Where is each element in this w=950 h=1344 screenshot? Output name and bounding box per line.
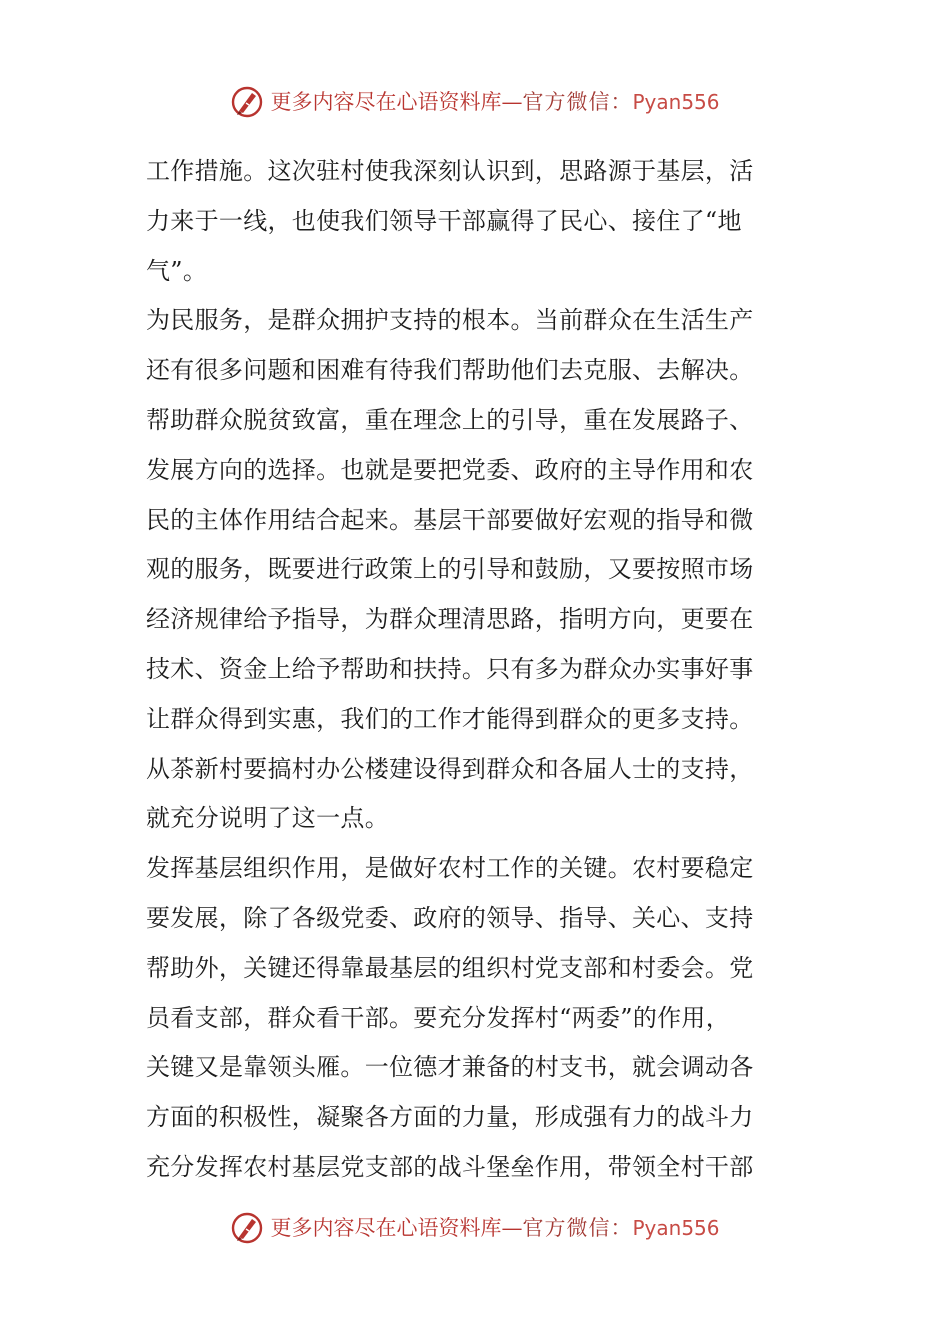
body-line: 关键又是靠领头雁。一位德才兼备的村支书，就会调动各 [146,1053,754,1082]
body-line: 为民服务，是群众拥护支持的根本。当前群众在生活生产 [146,306,754,335]
body-line: 员看支部，群众看干部。要充分发挥村“两委”的作用， [146,1003,731,1032]
body-line: 充分发挥农村基层党支部的战斗堡垒作用，带领全村干部 [146,1152,754,1181]
body-line: 发挥基层组织作用，是做好农村工作的关键。农村要稳定 [146,854,754,883]
body-line: 发展方向的选择。也就是要把党委、政府的主导作用和农 [146,455,754,484]
body-line: 观的服务，既要进行政策上的引导和鼓励，又要按照市场 [146,555,754,584]
body-line: 还有很多问题和困难有待我们帮助他们去克服、去解决。 [146,356,754,385]
pen-logo-icon [230,85,264,119]
document-body [146,147,806,1193]
body-line: 技术、资金上给予帮助和扶持。只有多为群众办实事好事 [146,654,754,683]
body-line: 要发展，除了各级党委、政府的领导、指导、关心、支持 [146,903,754,932]
footer-banner [0,1206,950,1250]
banner-wechat-id: Pyan556 [632,90,720,114]
banner-title: 更多内容尽在心语资料库 [270,90,502,114]
banner-wechat-id: Pyan556 [632,1216,720,1240]
body-line: 力来于一线，也使我们领导干部赢得了民心、接住了“地 [146,206,742,235]
body-line: 帮助群众脱贫致富，重在理念上的引导，重在发展路子、 [146,405,754,434]
banner-separator: — [501,90,523,114]
banner-separator: — [501,1216,523,1240]
pen-logo-icon [230,1211,264,1245]
body-line: 方面的积极性，凝聚各方面的力量，形成强有力的战斗力 [146,1103,754,1132]
banner-title: 更多内容尽在心语资料库 [270,1216,502,1240]
body-line: 从茶新村要搞村办公楼建设得到群众和各届人士的支持， [146,754,754,783]
banner-wechat-label: 官方微信： [522,1216,633,1240]
body-line: 民的主体作用结合起来。基层干部要做好宏观的指导和微 [146,505,754,534]
body-line: 气”。 [146,256,208,285]
body-line: 工作措施。这次驻村使我深刻认识到，思路源于基层，活 [146,157,754,185]
body-line: 就充分说明了这一点。 [146,804,389,833]
body-line: 让群众得到实惠，我们的工作才能得到群众的更多支持。 [146,704,754,733]
body-line: 帮助外，关键还得靠最基层的组织村党支部和村委会。党 [146,953,754,982]
banner-wechat-label: 官方微信： [522,90,633,114]
body-line: 经济规律给予指导，为群众理清思路，指明方向，更要在 [146,605,754,634]
header-banner [0,80,950,124]
